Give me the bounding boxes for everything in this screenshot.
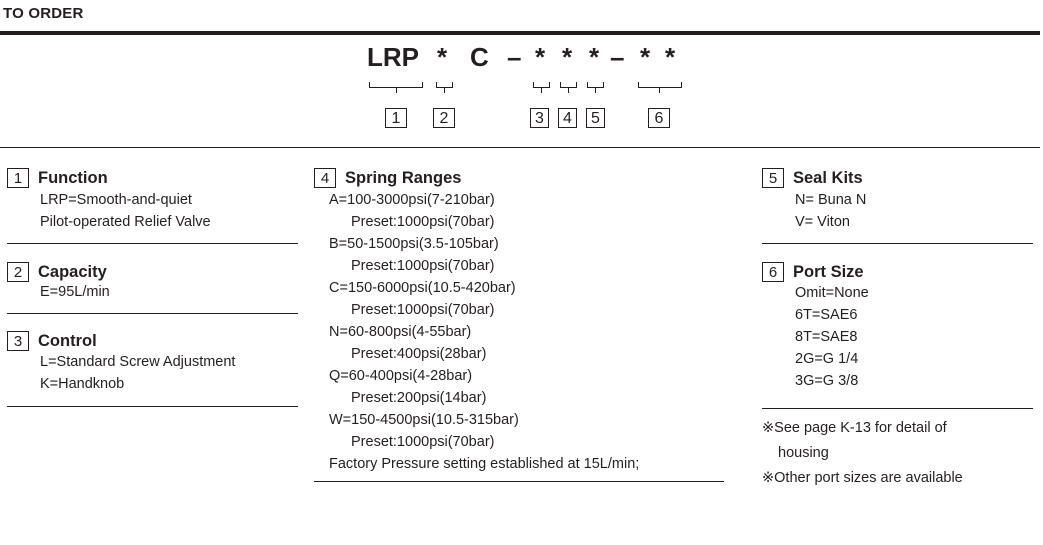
seal-heading: Seal Kits xyxy=(793,168,863,187)
notes-section xyxy=(762,416,963,491)
capacity-line-1: E=95L/min xyxy=(40,284,110,300)
note-1-cont: housing xyxy=(778,445,829,461)
seal-separator xyxy=(762,243,1033,244)
title-rule xyxy=(0,31,1040,35)
port-line-8t: 8T=SAE8 xyxy=(795,329,858,345)
code-label-3: 3 xyxy=(530,108,549,128)
spring-preset-a: Preset:1000psi(70bar) xyxy=(351,214,495,230)
spring-range-b: B=50-1500psi(3.5-105bar) xyxy=(329,236,499,252)
code-star-6: * xyxy=(665,42,676,72)
function-separator xyxy=(7,243,298,244)
spring-range-q: Q=60-400psi(4-28bar) xyxy=(329,368,473,384)
code-label-4: 4 xyxy=(558,108,577,128)
spring-preset-n: Preset:400psi(28bar) xyxy=(351,346,487,362)
spring-separator xyxy=(314,481,724,482)
bracket-stem-1 xyxy=(396,88,397,93)
code-label-6: 6 xyxy=(648,108,670,128)
spring-ranges-section xyxy=(314,168,639,475)
port-number: 6 xyxy=(762,262,784,282)
port-line-omit: Omit=None xyxy=(795,285,869,301)
function-heading: Function xyxy=(38,168,108,187)
code-label-5: 5 xyxy=(586,108,605,128)
spring-range-a: A=100-3000psi(7-210bar) xyxy=(329,192,495,208)
spring-range-c: C=150-6000psi(10.5-420bar) xyxy=(329,280,516,296)
capacity-section xyxy=(7,262,110,303)
seal-line-1: N= Buna N xyxy=(795,192,867,208)
function-line-2: Pilot-operated Relief Valve xyxy=(40,214,211,230)
code-dash-1: – xyxy=(507,42,522,72)
bracket-stem-6 xyxy=(659,88,660,93)
bracket-6 xyxy=(638,82,682,88)
function-number: 1 xyxy=(7,168,29,188)
control-section xyxy=(7,331,235,395)
spring-range-n: N=60-800psi(4-55bar) xyxy=(329,324,472,340)
port-heading: Port Size xyxy=(793,262,864,281)
spring-preset-w: Preset:1000psi(70bar) xyxy=(351,434,495,450)
port-separator xyxy=(762,408,1033,409)
spring-range-w: W=150-4500psi(10.5-315bar) xyxy=(329,412,519,428)
port-line-6t: 6T=SAE6 xyxy=(795,307,858,323)
bracket-stem-2 xyxy=(444,88,445,93)
spring-preset-q: Preset:200psi(14bar) xyxy=(351,390,487,406)
seal-line-2: V= Viton xyxy=(795,214,850,230)
bracket-stem-4 xyxy=(568,88,569,93)
capacity-separator xyxy=(7,313,298,314)
code-label-1: 1 xyxy=(385,108,407,128)
page-title: TO ORDER xyxy=(3,5,84,22)
spring-preset-b: Preset:1000psi(70bar) xyxy=(351,258,495,274)
bracket-stem-3 xyxy=(541,88,542,93)
port-line-3g: 3G=G 3/8 xyxy=(795,373,859,389)
note-1: ※See page K-13 for detail of xyxy=(762,420,947,436)
note-2: ※Other port sizes are available xyxy=(762,470,963,486)
port-size-section xyxy=(762,262,869,392)
code-dash-2: – xyxy=(610,42,625,72)
function-line-1: LRP=Smooth-and-quiet xyxy=(40,192,192,208)
spring-preset-c: Preset:1000psi(70bar) xyxy=(351,302,495,318)
code-label-2: 2 xyxy=(433,108,455,128)
code-star-3: * xyxy=(562,42,573,72)
bracket-stem-5 xyxy=(595,88,596,93)
control-number: 3 xyxy=(7,331,29,351)
spring-number: 4 xyxy=(314,168,336,188)
capacity-number: 2 xyxy=(7,262,29,282)
code-prefix: LRP xyxy=(367,42,419,72)
control-line-1: L=Standard Screw Adjustment xyxy=(40,354,236,370)
code-star-2: * xyxy=(535,42,546,72)
control-separator xyxy=(7,406,298,407)
code-star-5: * xyxy=(640,42,651,72)
control-heading: Control xyxy=(38,331,97,350)
code-star-1: * xyxy=(437,42,448,72)
function-section xyxy=(7,168,211,233)
control-line-2: K=Handknob xyxy=(40,376,125,392)
code-letter: C xyxy=(470,42,489,72)
factory-pressure-note: Factory Pressure setting established at 15L/min; xyxy=(329,456,640,472)
diagram-rule xyxy=(0,147,1040,148)
capacity-heading: Capacity xyxy=(38,262,107,281)
code-star-4: * xyxy=(589,42,600,72)
seal-kits-section xyxy=(762,168,866,233)
seal-number: 5 xyxy=(762,168,784,188)
spring-heading: Spring Ranges xyxy=(345,168,462,187)
port-line-2g: 2G=G 1/4 xyxy=(795,351,859,367)
